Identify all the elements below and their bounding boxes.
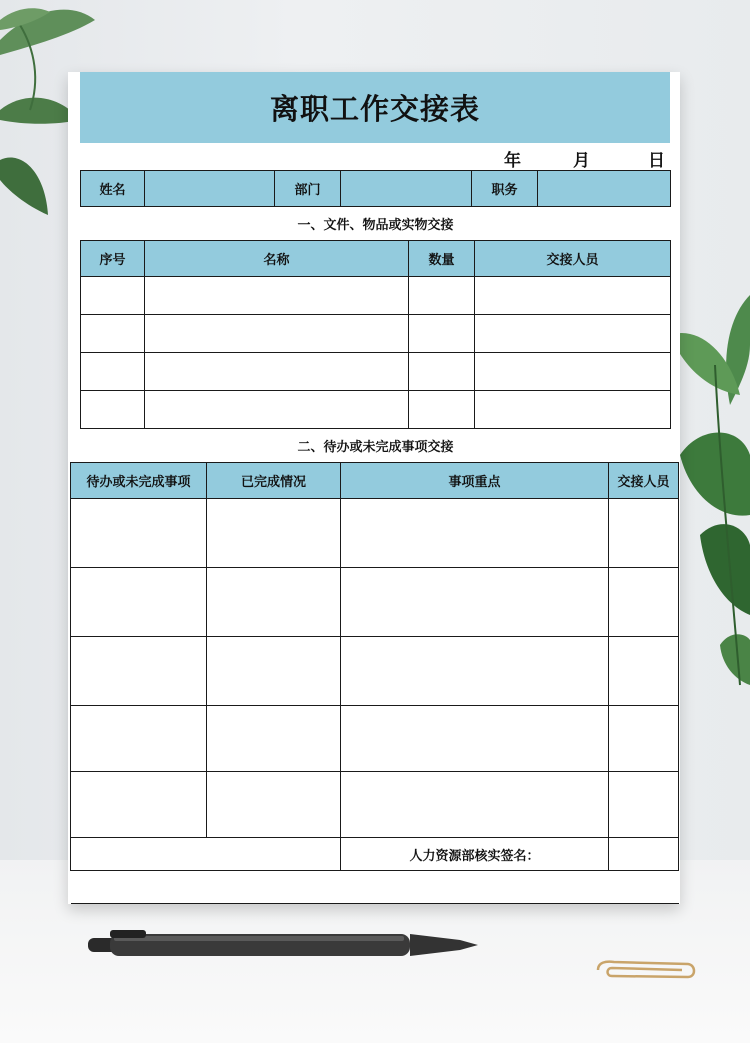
table-cell[interactable] (145, 391, 409, 429)
table-cell[interactable] (81, 391, 145, 429)
section1-title-row (81, 207, 671, 241)
col-header-key-points: 事项重点 (341, 463, 609, 499)
table-cell[interactable] (475, 391, 671, 429)
paperclip (592, 958, 700, 982)
table-cell[interactable] (81, 353, 145, 391)
table-row (81, 391, 671, 429)
col-header-task-handover-person: 交接人员 (609, 463, 679, 499)
name-label: 姓名 (81, 171, 145, 207)
col-header-handover-person: 交接人员 (475, 241, 671, 277)
table-cell[interactable] (145, 353, 409, 391)
pending-tasks-table (70, 462, 679, 904)
table-cell[interactable] (341, 772, 609, 838)
table-cell[interactable] (409, 353, 475, 391)
section2-title: 二、待办或未完成事项交接 (81, 429, 671, 463)
table-row (71, 568, 679, 637)
table-cell[interactable] (341, 568, 609, 637)
table-cell[interactable] (475, 277, 671, 315)
table-row (81, 353, 671, 391)
table-cell[interactable] (145, 315, 409, 353)
table-cell[interactable] (207, 706, 341, 772)
hr-signature-label (341, 838, 609, 871)
blank-bottom-cell (71, 871, 679, 904)
table-cell[interactable] (341, 637, 609, 706)
date-month-label: 月 (573, 151, 590, 171)
hr-signature-field[interactable] (609, 838, 679, 871)
hr-signature-label-text: 人力资源部核实签名： (409, 848, 540, 864)
date-year-label: 年 (504, 151, 521, 171)
table-cell[interactable] (341, 706, 609, 772)
col-header-serial: 序号 (81, 241, 145, 277)
items-table (80, 240, 671, 463)
department-field[interactable] (341, 171, 472, 207)
table-row (71, 637, 679, 706)
date-day-label: 日 (648, 151, 665, 171)
table-cell[interactable] (609, 499, 679, 568)
position-field[interactable] (538, 171, 671, 207)
items-header-row (81, 241, 671, 277)
table-cell[interactable] (609, 772, 679, 838)
table-cell[interactable] (71, 637, 207, 706)
blank-bottom-row (71, 871, 679, 904)
position-label: 职务 (472, 171, 538, 207)
form-header-band (80, 72, 670, 143)
section1-title: 一、文件、物品或实物交接 (81, 207, 671, 241)
table-row (71, 706, 679, 772)
table-cell[interactable] (71, 706, 207, 772)
table-cell[interactable] (81, 315, 145, 353)
col-header-pending-task: 待办或未完成事项 (71, 463, 207, 499)
table-cell[interactable] (609, 637, 679, 706)
table-cell[interactable] (207, 637, 341, 706)
table-cell[interactable] (409, 277, 475, 315)
table-cell[interactable] (409, 315, 475, 353)
table-cell[interactable] (341, 499, 609, 568)
table-cell[interactable] (71, 499, 207, 568)
table-row (81, 277, 671, 315)
table-row (71, 499, 679, 568)
info-and-items-table (80, 170, 671, 241)
table-cell[interactable] (71, 568, 207, 637)
col-header-completion-status: 已完成情况 (207, 463, 341, 499)
table-cell[interactable] (71, 772, 207, 838)
table-cell[interactable] (409, 391, 475, 429)
table-cell[interactable] (609, 568, 679, 637)
section2-title-row (81, 429, 671, 463)
table-cell[interactable] (207, 772, 341, 838)
table-cell[interactable] (145, 277, 409, 315)
name-field[interactable] (145, 171, 275, 207)
form-title: 离职工作交接表 (269, 92, 480, 126)
table-cell[interactable] (207, 499, 341, 568)
table-cell[interactable] (81, 277, 145, 315)
table-row (71, 772, 679, 838)
info-row (81, 171, 671, 207)
pen (88, 928, 480, 962)
col-header-quantity: 数量 (409, 241, 475, 277)
table-cell[interactable] (475, 315, 671, 353)
handover-form-sheet (68, 72, 680, 904)
table-row (81, 315, 671, 353)
table-cell[interactable] (475, 353, 671, 391)
tasks-header-row (71, 463, 679, 499)
signature-row (71, 838, 679, 871)
signature-blank-left (71, 838, 341, 871)
department-label: 部门 (275, 171, 341, 207)
table-cell[interactable] (207, 568, 341, 637)
table-cell[interactable] (609, 706, 679, 772)
col-header-item-name: 名称 (145, 241, 409, 277)
